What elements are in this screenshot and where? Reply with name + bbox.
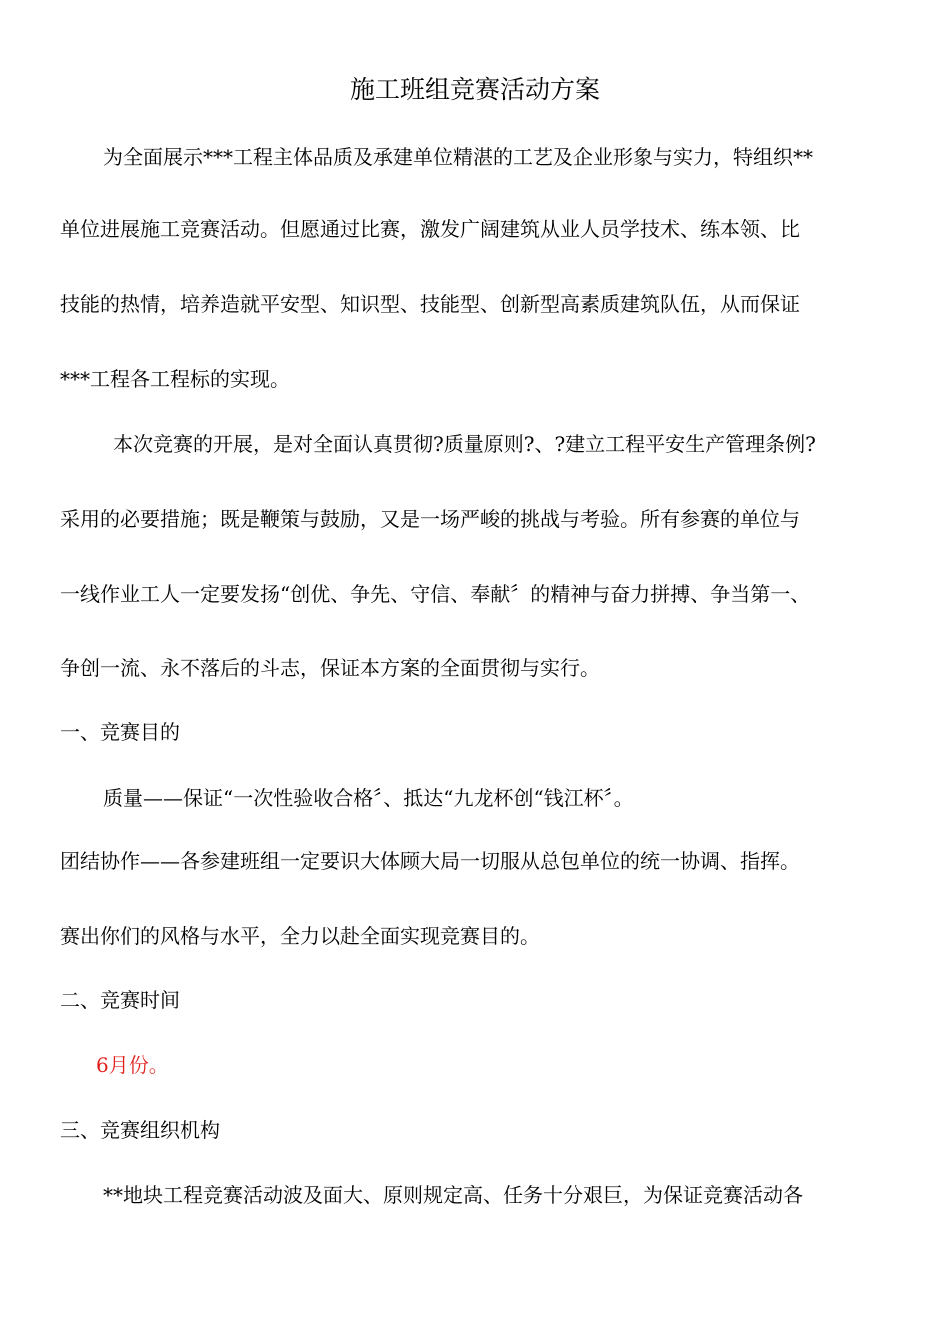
paragraph-2-line-4: 争创一流、永不落后的斗志，保证本方案的全面贯彻与实行。 [60,656,600,680]
paragraph-2-line-2: 采用的必要措施；既是鞭策与鼓励，又是一场严峻的挑战与考验。所有参赛的单位与 [60,507,800,531]
section-2-value: 6月份。 [96,1053,169,1077]
section-3-heading: 三、竞赛组织机构 [60,1118,220,1142]
section-3-line-1: **地块工程竞赛活动波及面大、原则规定高、任务十分艰巨，为保证竞赛活动各 [103,1183,803,1207]
paragraph-2-line-1: 本次竞赛的开展，是对全面认真贯彻?质量原则?、?建立工程平安生产管理条例? [113,432,816,456]
paragraph-1-line-2: 单位进展施工竞赛活动。但愿通过比赛，激发广阔建筑从业人员学技术、练本领、比 [60,217,800,241]
section-1-heading: 一、竞赛目的 [60,720,180,744]
paragraph-1-line-3: 技能的热情，培养造就平安型、知识型、技能型、创新型高素质建筑队伍，从而保证 [60,292,800,316]
paragraph-1-line-4: ***工程各工程标的实现。 [60,367,290,391]
section-2-heading: 二、竞赛时间 [60,988,180,1012]
paragraph-2-line-3: 一线作业工人一定要发扬“创优、争先、守信、奉献〞的精神与奋力拼搏、争当第一、 [60,582,811,606]
document-title: 施工班组竞赛活动方案 [349,75,600,104]
section-1-line-2: 团结协作——各参建班组一定要识大体顾大局一切服从总包单位的统一协调、指挥。 [60,849,800,873]
section-1-line-3: 赛出你们的风格与水平，全力以赴全面实现竞赛目的。 [60,924,540,948]
paragraph-1-line-1: 为全面展示***工程主体品质及承建单位精湛的工艺及企业形象与实力，特组织** [103,145,813,169]
section-1-line-1: 质量——保证“一次性验收合格〞、抵达“九龙杯创“钱江杯〞。 [103,786,634,810]
